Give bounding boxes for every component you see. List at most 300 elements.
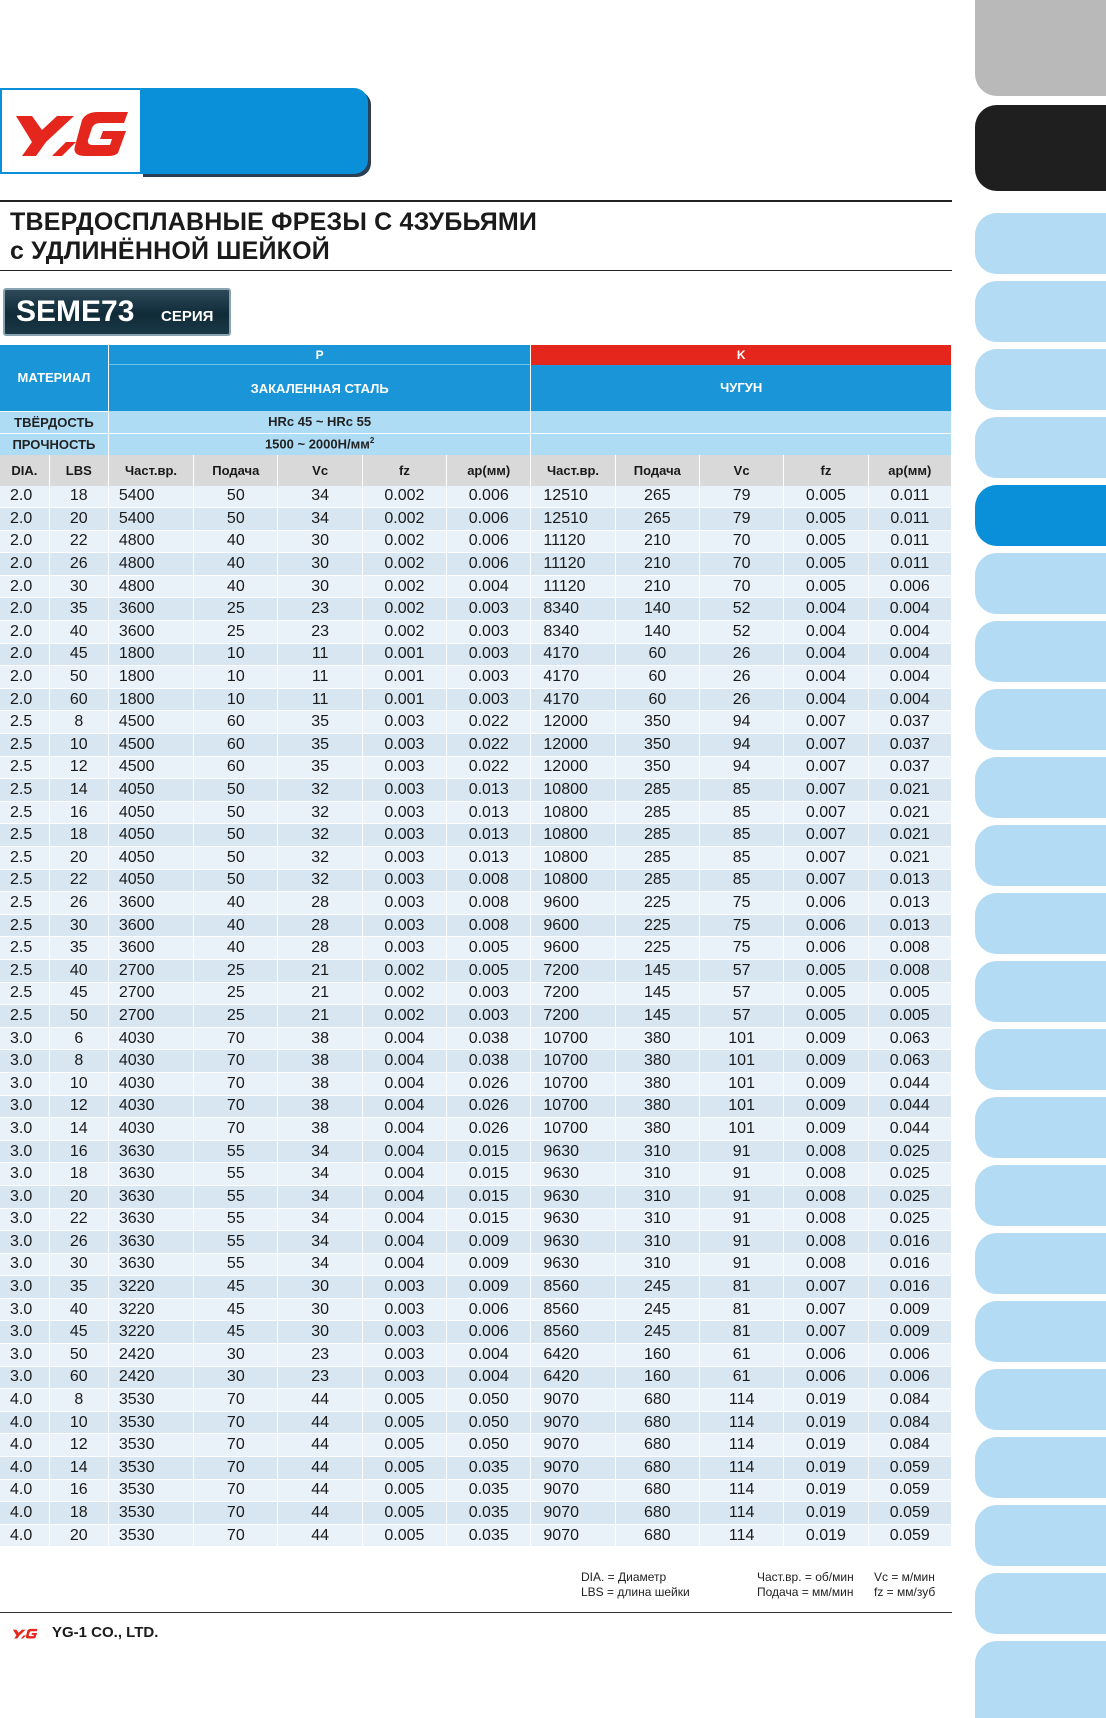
- cell-k-vc: 94: [699, 734, 783, 757]
- cell-k-rpm: 9070: [531, 1479, 615, 1502]
- cell-lbs: 26: [49, 553, 108, 576]
- cell-k-vc: 70: [699, 553, 783, 576]
- cell-p-ap: 0.015: [447, 1163, 531, 1186]
- cell-k-rpm: 9630: [531, 1185, 615, 1208]
- cell-k-ap: 0.011: [868, 486, 951, 508]
- cell-lbs: 12: [49, 1434, 108, 1457]
- side-tab: [975, 417, 1106, 478]
- cell-k-fz: 0.004: [784, 598, 868, 621]
- cell-p-rpm: 3600: [108, 598, 193, 621]
- cell-p-ap: 0.022: [447, 711, 531, 734]
- cell-dia: 2.5: [0, 1005, 49, 1028]
- cell-k-vc: 57: [699, 959, 783, 982]
- cell-lbs: 14: [49, 779, 108, 802]
- cell-k-feed: 140: [615, 598, 699, 621]
- side-tab: [975, 349, 1106, 410]
- cell-p-feed: 50: [194, 486, 278, 508]
- cell-k-fz: 0.009: [784, 1027, 868, 1050]
- cell-p-vc: 34: [278, 1140, 362, 1163]
- cell-p-ap: 0.038: [447, 1027, 531, 1050]
- cell-p-vc: 23: [278, 598, 362, 621]
- cell-lbs: 40: [49, 1298, 108, 1321]
- p-strength-value: [108, 433, 531, 455]
- cell-lbs: 16: [49, 801, 108, 824]
- table-row: [0, 1457, 952, 1480]
- side-tab: [975, 1641, 1106, 1718]
- cell-k-vc: 81: [699, 1321, 783, 1344]
- cell-p-fz: 0.005: [362, 1479, 446, 1502]
- cell-p-fz: 0.001: [362, 666, 446, 689]
- cell-p-rpm: 4030: [108, 1027, 193, 1050]
- cell-p-feed: 45: [194, 1321, 278, 1344]
- cell-k-feed: 145: [615, 982, 699, 1005]
- cell-p-feed: 70: [194, 1095, 278, 1118]
- cell-p-rpm: 5400: [108, 486, 193, 508]
- cell-k-rpm: 4170: [531, 643, 615, 666]
- cell-p-rpm: 3530: [108, 1502, 193, 1525]
- cell-k-feed: 210: [615, 575, 699, 598]
- cell-p-ap: 0.022: [447, 756, 531, 779]
- cell-lbs: 14: [49, 1118, 108, 1141]
- cell-k-fz: 0.005: [784, 575, 868, 598]
- cell-p-fz: 0.004: [362, 1208, 446, 1231]
- cell-dia: 2.5: [0, 937, 49, 960]
- cell-p-rpm: 3630: [108, 1163, 193, 1186]
- table-row: [0, 1389, 952, 1412]
- cell-k-fz: 0.009: [784, 1095, 868, 1118]
- cell-dia: 3.0: [0, 1050, 49, 1073]
- cell-k-feed: 140: [615, 621, 699, 644]
- brand-header: [0, 88, 370, 178]
- cell-k-feed: 245: [615, 1298, 699, 1321]
- cell-p-vc: 35: [278, 711, 362, 734]
- cell-k-rpm: 10800: [531, 801, 615, 824]
- cell-p-feed: 70: [194, 1434, 278, 1457]
- cell-dia: 2.5: [0, 711, 49, 734]
- cell-p-vc: 34: [278, 1185, 362, 1208]
- cell-p-rpm: 2700: [108, 1005, 193, 1028]
- cell-p-fz: 0.004: [362, 1231, 446, 1254]
- cell-p-feed: 70: [194, 1027, 278, 1050]
- cell-k-feed: 310: [615, 1208, 699, 1231]
- cell-k-fz: 0.007: [784, 756, 868, 779]
- cell-k-rpm: 4170: [531, 666, 615, 689]
- cell-dia: 4.0: [0, 1411, 49, 1434]
- legend-dia: DIA. = Диаметр: [581, 1570, 667, 1584]
- cell-k-vc: 114: [699, 1502, 783, 1525]
- cell-p-feed: 10: [194, 643, 278, 666]
- table-row: [0, 1185, 952, 1208]
- cell-p-feed: 60: [194, 711, 278, 734]
- table-body: [0, 486, 952, 1547]
- cell-k-rpm: 9630: [531, 1163, 615, 1186]
- cell-p-rpm: 3530: [108, 1411, 193, 1434]
- cell-p-fz: 0.003: [362, 756, 446, 779]
- table-row: [0, 688, 952, 711]
- cell-p-fz: 0.003: [362, 779, 446, 802]
- col-k-fz: fz: [784, 455, 868, 486]
- cell-dia: 2.5: [0, 892, 49, 915]
- cell-k-vc: 91: [699, 1185, 783, 1208]
- cell-p-ap: 0.006: [447, 508, 531, 531]
- cell-dia: 3.0: [0, 1321, 49, 1344]
- cell-k-feed: 380: [615, 1118, 699, 1141]
- cell-k-fz: 0.007: [784, 801, 868, 824]
- cell-k-ap: 0.084: [868, 1389, 951, 1412]
- cell-k-rpm: 8340: [531, 621, 615, 644]
- cell-p-fz: 0.004: [362, 1095, 446, 1118]
- cell-k-vc: 75: [699, 937, 783, 960]
- cell-k-rpm: 9600: [531, 937, 615, 960]
- cell-p-rpm: 3220: [108, 1298, 193, 1321]
- cell-k-ap: 0.059: [868, 1524, 951, 1547]
- cell-p-feed: 40: [194, 553, 278, 576]
- cell-p-vc: 44: [278, 1411, 362, 1434]
- cell-k-rpm: 9630: [531, 1231, 615, 1254]
- side-tab: [975, 757, 1106, 818]
- series-badge: [3, 288, 231, 336]
- cell-p-rpm: 3530: [108, 1389, 193, 1412]
- cell-k-vc: 101: [699, 1027, 783, 1050]
- cell-p-ap: 0.004: [447, 1344, 531, 1367]
- cell-p-fz: 0.003: [362, 1321, 446, 1344]
- cell-p-vc: 28: [278, 937, 362, 960]
- cell-k-feed: 285: [615, 801, 699, 824]
- cell-k-ap: 0.059: [868, 1479, 951, 1502]
- col-p-fz: fz: [362, 455, 446, 486]
- side-tab: [975, 1573, 1106, 1634]
- cell-p-ap: 0.050: [447, 1411, 531, 1434]
- cell-lbs: 45: [49, 982, 108, 1005]
- cell-p-ap: 0.009: [447, 1276, 531, 1299]
- table-row: [0, 1027, 952, 1050]
- cell-p-rpm: 4800: [108, 530, 193, 553]
- cell-k-ap: 0.004: [868, 643, 951, 666]
- cell-p-ap: 0.035: [447, 1502, 531, 1525]
- cell-p-ap: 0.009: [447, 1253, 531, 1276]
- cell-dia: 2.0: [0, 643, 49, 666]
- cell-p-vc: 34: [278, 1253, 362, 1276]
- cell-k-fz: 0.007: [784, 711, 868, 734]
- side-tab: [975, 689, 1106, 750]
- cell-p-rpm: 4030: [108, 1095, 193, 1118]
- cell-k-feed: 210: [615, 530, 699, 553]
- series-suffix: СЕРИЯ: [161, 308, 214, 325]
- cell-p-fz: 0.003: [362, 1276, 446, 1299]
- cell-dia: 2.0: [0, 575, 49, 598]
- cell-p-feed: 70: [194, 1389, 278, 1412]
- cell-k-vc: 70: [699, 575, 783, 598]
- cell-dia: 3.0: [0, 1095, 49, 1118]
- cell-k-vc: 101: [699, 1050, 783, 1073]
- cell-dia: 3.0: [0, 1185, 49, 1208]
- cell-lbs: 20: [49, 847, 108, 870]
- cell-k-ap: 0.037: [868, 734, 951, 757]
- cell-dia: 3.0: [0, 1276, 49, 1299]
- col-k-vc: Vc: [699, 455, 783, 486]
- cell-dia: 3.0: [0, 1118, 49, 1141]
- cell-p-ap: 0.035: [447, 1479, 531, 1502]
- cell-lbs: 40: [49, 621, 108, 644]
- cell-p-vc: 30: [278, 530, 362, 553]
- cell-lbs: 16: [49, 1140, 108, 1163]
- cell-dia: 4.0: [0, 1524, 49, 1547]
- cell-k-feed: 310: [615, 1140, 699, 1163]
- cell-k-rpm: 7200: [531, 959, 615, 982]
- cell-k-rpm: 9070: [531, 1502, 615, 1525]
- page-title: [10, 208, 537, 266]
- cell-k-ap: 0.025: [868, 1140, 951, 1163]
- cell-p-ap: 0.026: [447, 1072, 531, 1095]
- cell-k-fz: 0.009: [784, 1050, 868, 1073]
- cell-p-fz: 0.002: [362, 598, 446, 621]
- cell-k-vc: 75: [699, 914, 783, 937]
- cell-lbs: 8: [49, 1389, 108, 1412]
- cell-p-rpm: 3530: [108, 1524, 193, 1547]
- k-material-name: ЧУГУН: [531, 365, 952, 412]
- cell-dia: 2.5: [0, 734, 49, 757]
- cell-p-rpm: 3220: [108, 1321, 193, 1344]
- cell-p-ap: 0.006: [447, 486, 531, 508]
- cell-k-feed: 680: [615, 1389, 699, 1412]
- cell-p-vc: 38: [278, 1095, 362, 1118]
- cell-dia: 2.0: [0, 688, 49, 711]
- cell-dia: 4.0: [0, 1457, 49, 1480]
- cell-k-fz: 0.008: [784, 1140, 868, 1163]
- cell-p-fz: 0.002: [362, 486, 446, 508]
- cell-k-feed: 285: [615, 869, 699, 892]
- cell-k-feed: 680: [615, 1502, 699, 1525]
- cell-k-fz: 0.008: [784, 1231, 868, 1254]
- cell-lbs: 30: [49, 1253, 108, 1276]
- cell-dia: 2.5: [0, 847, 49, 870]
- cell-p-vc: 44: [278, 1524, 362, 1547]
- cell-p-ap: 0.004: [447, 575, 531, 598]
- cell-lbs: 6: [49, 1027, 108, 1050]
- cell-k-fz: 0.005: [784, 982, 868, 1005]
- cell-p-feed: 70: [194, 1118, 278, 1141]
- cell-p-vc: 11: [278, 666, 362, 689]
- side-tab: [975, 213, 1106, 274]
- cell-dia: 2.0: [0, 621, 49, 644]
- cell-k-rpm: 12510: [531, 486, 615, 508]
- cell-k-ap: 0.037: [868, 711, 951, 734]
- cell-lbs: 60: [49, 688, 108, 711]
- cell-p-feed: 45: [194, 1276, 278, 1299]
- cell-p-fz: 0.004: [362, 1027, 446, 1050]
- side-tab: [975, 1029, 1106, 1090]
- cell-k-ap: 0.016: [868, 1276, 951, 1299]
- cell-lbs: 40: [49, 959, 108, 982]
- side-tab: [975, 281, 1106, 342]
- cell-p-rpm: 4500: [108, 734, 193, 757]
- cell-p-feed: 40: [194, 914, 278, 937]
- cell-dia: 2.5: [0, 869, 49, 892]
- cell-lbs: 50: [49, 666, 108, 689]
- cell-p-ap: 0.003: [447, 643, 531, 666]
- cell-k-rpm: 10700: [531, 1095, 615, 1118]
- cell-k-feed: 160: [615, 1366, 699, 1389]
- cell-k-vc: 75: [699, 892, 783, 915]
- cell-lbs: 18: [49, 1163, 108, 1186]
- cell-p-fz: 0.002: [362, 621, 446, 644]
- cell-k-rpm: 9630: [531, 1253, 615, 1276]
- cell-p-feed: 10: [194, 666, 278, 689]
- cell-k-rpm: 11120: [531, 553, 615, 576]
- cell-p-ap: 0.026: [447, 1095, 531, 1118]
- cell-k-ap: 0.044: [868, 1095, 951, 1118]
- cell-p-feed: 30: [194, 1366, 278, 1389]
- cell-k-fz: 0.019: [784, 1524, 868, 1547]
- cell-p-fz: 0.003: [362, 869, 446, 892]
- cell-p-feed: 55: [194, 1231, 278, 1254]
- cell-p-rpm: 5400: [108, 508, 193, 531]
- cell-k-ap: 0.044: [868, 1118, 951, 1141]
- cell-k-fz: 0.006: [784, 1344, 868, 1367]
- cell-dia: 2.5: [0, 801, 49, 824]
- cell-k-vc: 114: [699, 1457, 783, 1480]
- cell-k-vc: 114: [699, 1524, 783, 1547]
- cell-p-fz: 0.005: [362, 1434, 446, 1457]
- cell-k-vc: 114: [699, 1411, 783, 1434]
- cell-k-feed: 245: [615, 1276, 699, 1299]
- cell-k-feed: 350: [615, 734, 699, 757]
- side-tab: [975, 1437, 1106, 1498]
- cell-p-vc: 30: [278, 1276, 362, 1299]
- cell-k-ap: 0.021: [868, 801, 951, 824]
- cell-p-rpm: 4050: [108, 824, 193, 847]
- k-group-code: K: [531, 345, 952, 365]
- cell-k-rpm: 10800: [531, 869, 615, 892]
- cell-p-feed: 70: [194, 1457, 278, 1480]
- cell-k-fz: 0.004: [784, 666, 868, 689]
- p-group-code: P: [108, 345, 531, 365]
- logo-banner: [140, 88, 368, 174]
- cell-k-ap: 0.006: [868, 575, 951, 598]
- cell-p-feed: 55: [194, 1253, 278, 1276]
- cell-lbs: 20: [49, 508, 108, 531]
- cell-lbs: 45: [49, 1321, 108, 1344]
- p-strength-sup: 2: [369, 436, 375, 446]
- cell-p-rpm: 3220: [108, 1276, 193, 1299]
- cell-lbs: 8: [49, 1050, 108, 1073]
- cell-lbs: 50: [49, 1344, 108, 1367]
- k-hardness-value: [531, 411, 952, 433]
- cell-p-rpm: 3630: [108, 1208, 193, 1231]
- side-tab: [975, 1233, 1106, 1294]
- cell-p-rpm: 3630: [108, 1253, 193, 1276]
- cell-p-rpm: 3600: [108, 937, 193, 960]
- cell-dia: 2.0: [0, 508, 49, 531]
- cell-k-ap: 0.063: [868, 1027, 951, 1050]
- cell-k-vc: 61: [699, 1344, 783, 1367]
- cell-p-vc: 23: [278, 1366, 362, 1389]
- cell-p-feed: 40: [194, 937, 278, 960]
- cell-p-ap: 0.013: [447, 847, 531, 870]
- cell-p-feed: 50: [194, 779, 278, 802]
- cell-p-vc: 34: [278, 1231, 362, 1254]
- cell-k-rpm: 10800: [531, 847, 615, 870]
- cell-k-rpm: 12510: [531, 508, 615, 531]
- cell-dia: 3.0: [0, 1163, 49, 1186]
- cell-k-ap: 0.008: [868, 937, 951, 960]
- cell-k-ap: 0.016: [868, 1253, 951, 1276]
- cell-k-vc: 91: [699, 1163, 783, 1186]
- cell-p-feed: 45: [194, 1298, 278, 1321]
- yg-footer-logo: [4, 1624, 46, 1642]
- cell-p-fz: 0.003: [362, 711, 446, 734]
- cell-k-feed: 380: [615, 1095, 699, 1118]
- cell-k-vc: 57: [699, 1005, 783, 1028]
- cell-p-fz: 0.005: [362, 1389, 446, 1412]
- cell-p-fz: 0.004: [362, 1072, 446, 1095]
- cell-k-vc: 101: [699, 1072, 783, 1095]
- cell-p-ap: 0.003: [447, 982, 531, 1005]
- cell-lbs: 10: [49, 1411, 108, 1434]
- series-code: SEME73: [16, 295, 135, 328]
- cell-k-rpm: 8560: [531, 1321, 615, 1344]
- table-row: [0, 892, 952, 915]
- cell-p-feed: 50: [194, 847, 278, 870]
- cell-p-fz: 0.004: [362, 1118, 446, 1141]
- table-row: [0, 1321, 952, 1344]
- cell-p-fz: 0.004: [362, 1253, 446, 1276]
- table-row: [0, 1118, 952, 1141]
- table-row: [0, 643, 952, 666]
- cell-p-vc: 34: [278, 1163, 362, 1186]
- cell-lbs: 60: [49, 1366, 108, 1389]
- cell-k-fz: 0.008: [784, 1253, 868, 1276]
- cell-dia: 3.0: [0, 1344, 49, 1367]
- cell-k-rpm: 9630: [531, 1140, 615, 1163]
- cell-p-feed: 50: [194, 801, 278, 824]
- cell-k-feed: 145: [615, 959, 699, 982]
- cell-k-fz: 0.008: [784, 1185, 868, 1208]
- cell-p-vc: 30: [278, 553, 362, 576]
- cell-k-ap: 0.005: [868, 982, 951, 1005]
- cell-dia: 2.5: [0, 959, 49, 982]
- cell-p-feed: 70: [194, 1524, 278, 1547]
- cell-p-ap: 0.026: [447, 1118, 531, 1141]
- cell-lbs: 14: [49, 1457, 108, 1480]
- cell-k-feed: 60: [615, 666, 699, 689]
- table-row: [0, 847, 952, 870]
- table-row: [0, 1208, 952, 1231]
- cell-k-feed: 310: [615, 1163, 699, 1186]
- cell-p-feed: 50: [194, 508, 278, 531]
- cell-p-fz: 0.005: [362, 1524, 446, 1547]
- cell-p-feed: 60: [194, 734, 278, 757]
- cell-k-ap: 0.011: [868, 508, 951, 531]
- cell-k-fz: 0.007: [784, 1276, 868, 1299]
- cell-k-vc: 52: [699, 621, 783, 644]
- cell-p-vc: 34: [278, 486, 362, 508]
- cell-p-rpm: 4800: [108, 575, 193, 598]
- cell-k-fz: 0.019: [784, 1479, 868, 1502]
- material-label: МАТЕРИАЛ: [0, 345, 108, 411]
- cell-p-ap: 0.008: [447, 914, 531, 937]
- side-tab: [975, 961, 1106, 1022]
- cell-lbs: 30: [49, 575, 108, 598]
- cell-p-ap: 0.003: [447, 666, 531, 689]
- cell-k-rpm: 11120: [531, 530, 615, 553]
- table-row: [0, 734, 952, 757]
- cell-k-vc: 85: [699, 869, 783, 892]
- table-row: [0, 575, 952, 598]
- table-row: [0, 666, 952, 689]
- cell-dia: 4.0: [0, 1502, 49, 1525]
- cell-p-fz: 0.004: [362, 1185, 446, 1208]
